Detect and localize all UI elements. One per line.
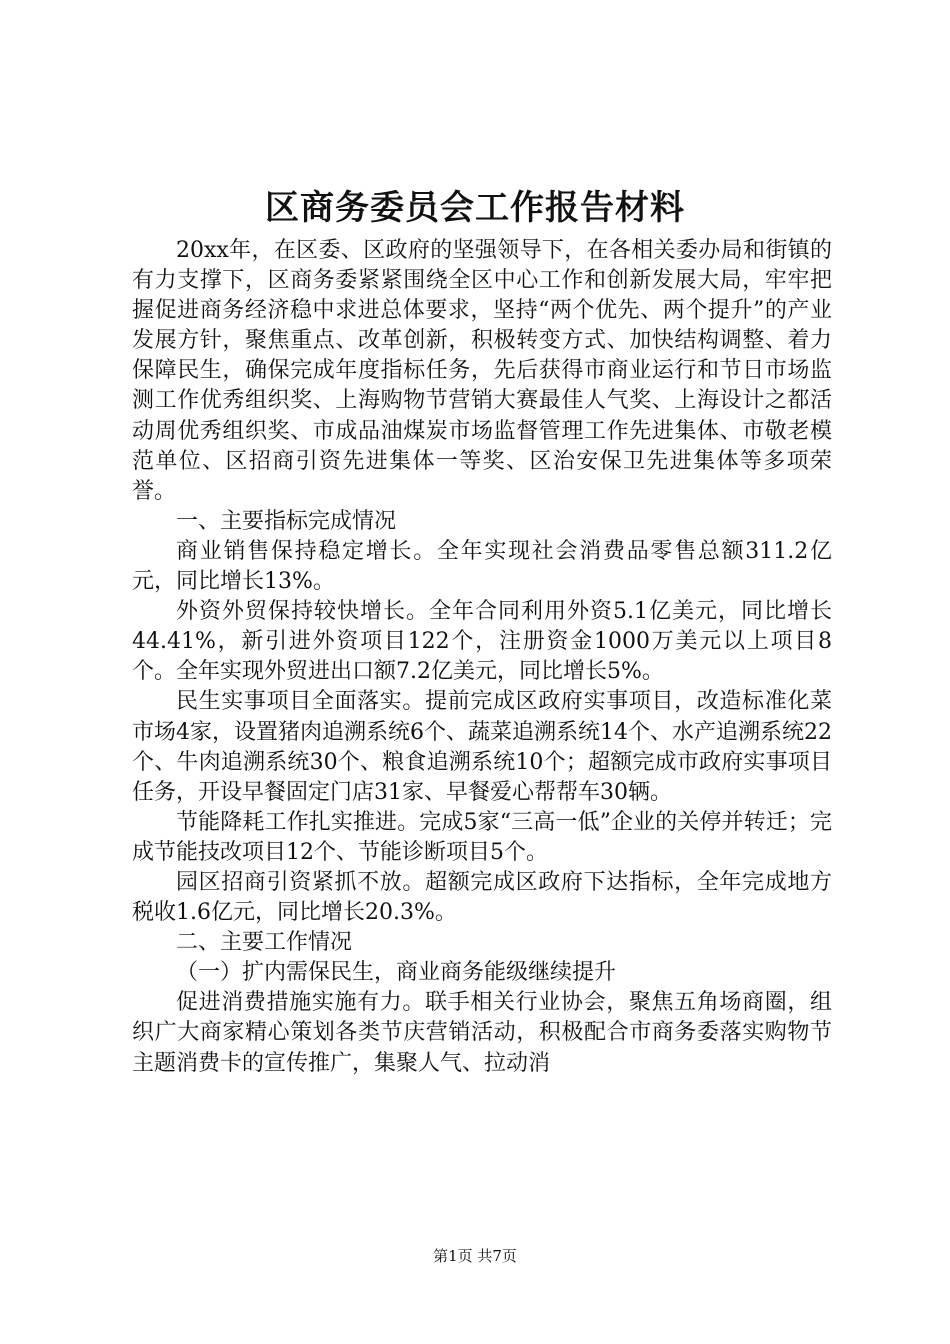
paragraph-investment: 园区招商引资紧抓不放。超额完成区政府下达指标，全年完成地方税收1.6亿元，同比增长20.3%。 — [132, 869, 832, 926]
paragraph-intro: 20xx年，在区委、区政府的坚强领导下，在各相关委办局和街镇的有力支撑下，区商务委紧紧围绕全区中心工作和创新发展大局，牢牢把握促进商务经济稳中求进总体要求，坚持“两个优先、两个提升”的产业发展方针，聚焦重点、改革创新，积极转变方式、加快结构调整、着力保障民生，确保完成年度指标任务，先后获得市商业运行和节日市场监测工作优秀组织奖、上海购物节营销大赛最佳人气奖、上海设计之都活动周优秀组织奖、市成品油煤炭市场监督管理工作先进集体、市敬老模范单位、区招商引资先进集体一等奖、区治安保卫先进集体等多项荣誉。 — [132, 238, 832, 504]
page-number: 第1页 共7页 — [433, 1247, 517, 1265]
paragraph-energy: 节能降耗工作扎实推进。完成5家“三高一低”企业的关停并转迁；完成节能技改项目12个、节能诊断项目5个。 — [132, 809, 832, 865]
document-body — [132, 236, 832, 1079]
document-title: 区商务委员会工作报告材料 — [265, 188, 685, 228]
paragraph-retail: 商业销售保持稳定增长。全年实现社会消费品零售总额311.2亿元，同比增长13%。 — [132, 538, 832, 595]
section-heading-2: 二、主要工作情况 — [176, 930, 353, 956]
section-heading-1: 一、主要指标完成情况 — [176, 508, 397, 534]
paragraph-livelihood: 民生实事项目全面落实。提前完成区政府实事项目，改造标准化菜市场4家，设置猪肉追溯系统6个、蔬菜追溯系统14个、水产追溯系统22个、牛肉追溯系统30个、粮食追溯系统10个；超额完成市政府实事项目任务，开设早餐固定门店31家、早餐爱心帮帮车30辆。 — [132, 689, 832, 805]
paragraph-consumption: 促进消费措施实施有力。联手相关行业协会，聚焦五角场商圈，组织广大商家精心策划各类节庆营销活动，积极配合市商务委落实购物节主题消费卡的宣传推广，集聚人气、拉动消 — [132, 990, 832, 1076]
paragraph-foreign-trade: 外资外贸保持较快增长。全年合同利用外资5.1亿美元，同比增长44.41%，新引进外资项目122个，注册资金1000万美元以上项目8个。全年实现外贸进出口额7.2亿美元，同比增长5%。 — [132, 599, 832, 685]
subsection-heading-1: （一）扩内需保民生，商业商务能级继续提升 — [176, 960, 617, 986]
